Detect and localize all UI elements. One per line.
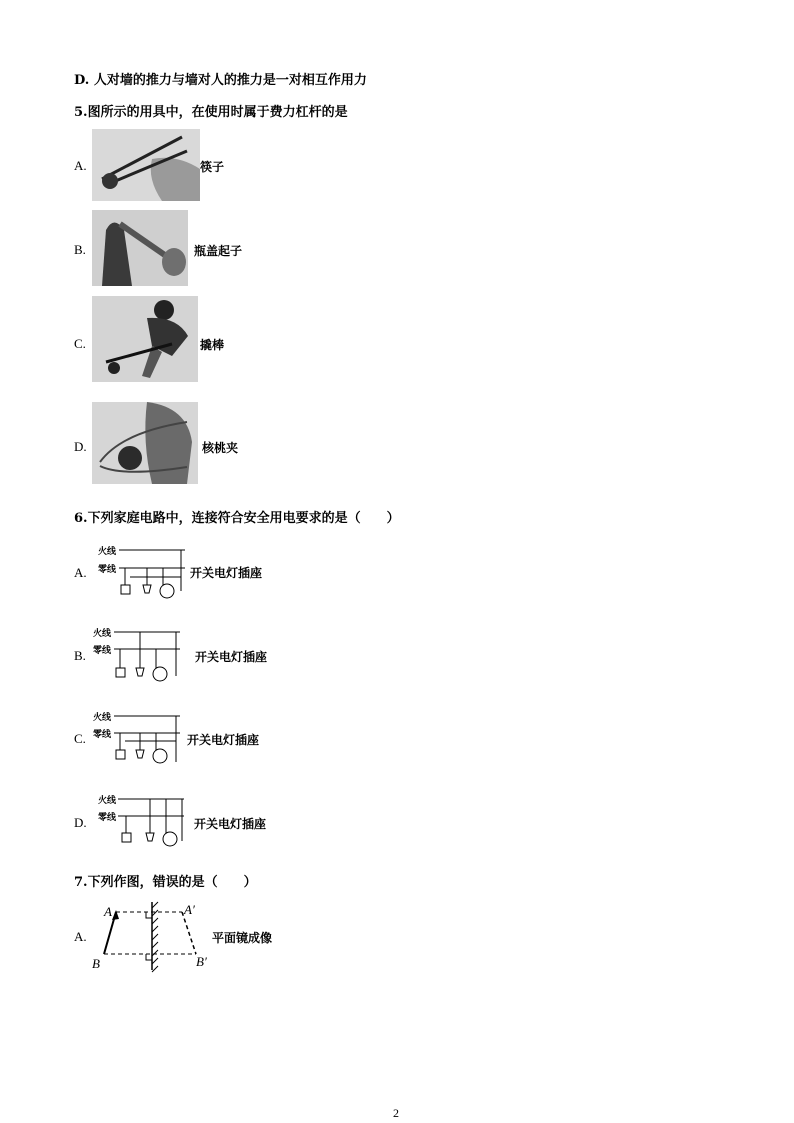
q6-option-a-letter: A. [74,565,87,580]
q5-stem: 5.图所示的用具中，在使用时属于费力杠杆的是 [74,105,348,120]
circuit-diagram-a [115,543,190,605]
point-b-prime-label: B′ [196,954,207,969]
q6-option-d-caption: 开关电灯插座 [194,817,267,831]
nutcracker-photo [92,402,198,484]
bottle-opener-photo [92,210,188,286]
q5-option-d-caption: 核桃夹 [202,441,239,455]
q5-option-a-letter: A. [74,158,87,173]
q7-option-a-letter: A. [74,929,87,944]
q6-c-live-label: 火线 [93,713,112,723]
circuit-diagram-d [116,793,191,855]
q4-option-d: D. 人对墙的推力与墙对人的推力是一对相互作用力 [74,73,367,88]
q5-option-b-caption: 瓶盖起子 [194,244,243,258]
q5-option-c-caption: 撬棒 [200,338,225,352]
q6-a-live-label: 火线 [98,547,117,557]
q5-option-c-letter: C. [74,336,86,351]
point-b-label: B [92,956,100,971]
q6-b-neutral-label: 零线 [93,646,112,656]
q6-stem: 6.下列家庭电路中，连接符合安全用电要求的是（ ） [74,511,400,526]
q6-option-d-letter: D. [74,815,87,830]
q6-d-live-label: 火线 [98,796,117,806]
q7-option-a-caption: 平面镜成像 [212,931,273,945]
q6-d-neutral-label: 零线 [98,813,117,823]
q6-option-b-caption: 开关电灯插座 [195,650,268,664]
circuit-diagram-b [112,626,187,688]
q6-option-b-letter: B. [74,648,86,663]
q5-option-a-caption: 筷子 [200,160,225,174]
point-a-prime-label: A′ [184,902,195,917]
crowbar-photo [92,296,198,382]
q6-b-live-label: 火线 [93,629,112,639]
chopsticks-photo [92,129,200,201]
q5-option-b-letter: B. [74,242,86,257]
q6-c-neutral-label: 零线 [93,730,112,740]
q6-a-neutral-label: 零线 [98,565,117,575]
q6-option-a-caption: 开关电灯插座 [190,566,263,580]
circuit-diagram-c [112,710,187,772]
q5-option-d-letter: D. [74,439,87,454]
point-a-label: A [104,904,112,919]
q6-option-c-letter: C. [74,731,86,746]
page-number: 2 [393,1106,399,1120]
q7-stem: 7.下列作图，错误的是（ ） [74,875,257,890]
q6-option-c-caption: 开关电灯插座 [187,733,260,747]
